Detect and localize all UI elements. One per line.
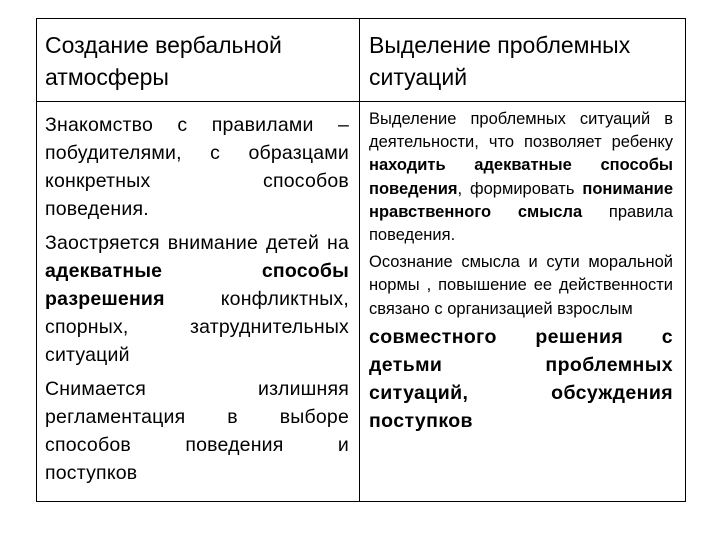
left-paragraph-regulation: Снимается излишняя регламентация в выборе способов поведения и поступков bbox=[45, 378, 349, 484]
left-paragraph-attention bbox=[45, 229, 349, 369]
left-p2-text-a: Заостряется внимание детей на bbox=[45, 232, 349, 254]
right-p1-bold-d: понимание нравственного смысла bbox=[369, 179, 673, 221]
right-paragraph-situations bbox=[369, 108, 673, 247]
left-p2-text-c: конфликтных, спорных, затруднительных ситуаций bbox=[45, 288, 349, 366]
header-right: Выделение проблемных ситуаций bbox=[369, 32, 631, 90]
left-paragraph-rules: Знакомство с правилами – побудителями, с образцами конкретных способов поведения. bbox=[45, 114, 349, 220]
right-p1-bold-b: находить адекватные способы поведения bbox=[369, 156, 673, 198]
right-p1-text-c: , формировать bbox=[457, 179, 583, 198]
column-divider bbox=[359, 19, 360, 501]
right-paragraph-norm: Осознание смысла и сути моральной нормы , повышение ее действенности связано с организацией взрослым bbox=[369, 253, 673, 318]
left-column-body bbox=[45, 111, 349, 487]
left-p2-bold: адекватные способы разрешения bbox=[45, 260, 349, 310]
header-divider bbox=[37, 101, 685, 102]
right-column-body bbox=[369, 108, 673, 435]
right-paragraph-joint-solution: совместного решения с детьми проблемных ситуаций, обсуждения поступков bbox=[369, 325, 673, 432]
header-left: Создание вербальной атмосферы bbox=[45, 32, 282, 90]
comparison-table bbox=[36, 18, 686, 502]
right-p1-text-e: правила поведения. bbox=[369, 202, 673, 245]
right-p1-text-a: Выделение проблемных ситуаций в деятельности, что позволяет ребенку bbox=[369, 110, 673, 152]
